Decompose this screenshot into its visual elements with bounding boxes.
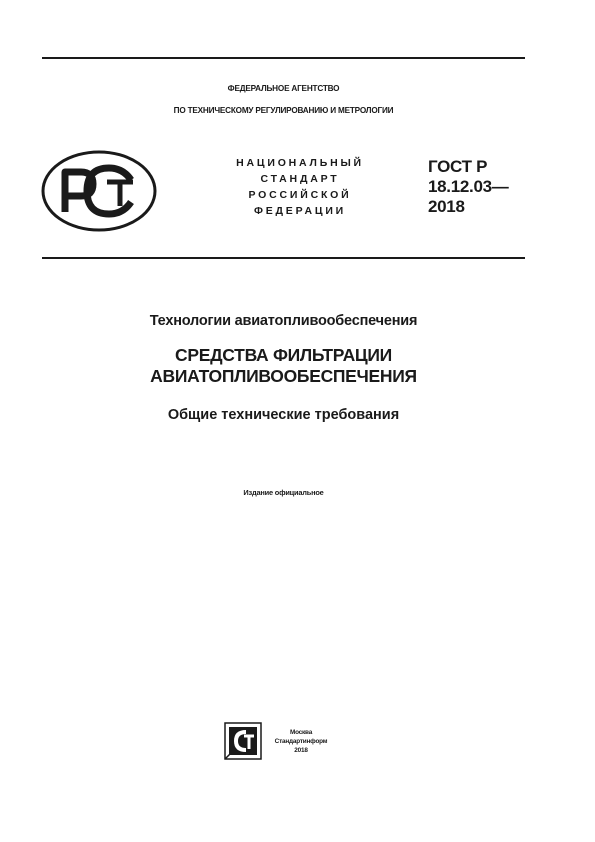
- document-title-line-2: АВИАТОПЛИВООБЕСПЕЧЕНИЯ: [150, 366, 417, 386]
- agency-name-line-2: ПО ТЕХНИЧЕСКОМУ РЕГУЛИРОВАНИЮ И МЕТРОЛОГИИ: [173, 106, 394, 115]
- standard-designation: [428, 157, 508, 217]
- national-standard-line-3: РОССИЙСКОЙ: [248, 189, 352, 201]
- designation-line-1: ГОСТ Р: [428, 157, 488, 176]
- designation-line-3: 2018: [428, 197, 465, 216]
- national-standard-line-2: СТАНДАРТ: [260, 173, 340, 185]
- top-rule: [42, 57, 525, 59]
- national-standard-label: [200, 155, 400, 219]
- national-standard-line-4: ФЕДЕРАЦИИ: [253, 205, 347, 217]
- designation-line-2: 18.12.03—: [428, 177, 509, 196]
- national-standard-line-1: НАЦИОНАЛЬНЫЙ: [236, 157, 364, 169]
- rst-emblem-icon: [41, 150, 157, 232]
- publisher-info: [266, 728, 336, 755]
- publisher-year: 2018: [294, 747, 308, 754]
- edition-label: Издание официальное: [243, 488, 324, 497]
- document-subtitle: Общие технические требования: [167, 407, 400, 423]
- document-title: [42, 345, 525, 387]
- standartinform-logo-icon: [224, 722, 262, 760]
- document-title-line-1: СРЕДСТВА ФИЛЬТРАЦИИ: [175, 345, 392, 365]
- publisher-city: Москва: [289, 729, 313, 736]
- series-title: Технологии авиатопливообеспечения: [149, 313, 418, 329]
- publisher-name: Стандартинформ: [274, 738, 328, 745]
- agency-name-line-1: ФЕДЕРАЛЬНОЕ АГЕНТСТВО: [227, 84, 340, 93]
- middle-rule: [42, 257, 525, 259]
